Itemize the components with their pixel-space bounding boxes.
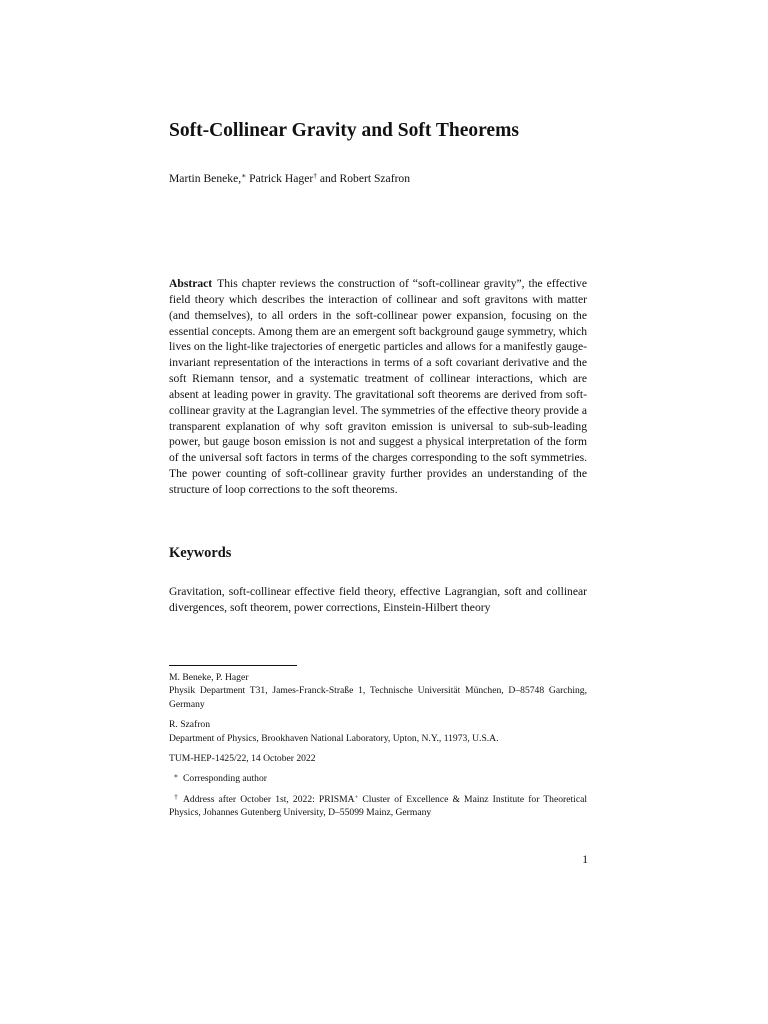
affiliation-2: [169, 718, 587, 745]
address-mark: †: [313, 171, 317, 180]
corresponding-footnote: ∗ Corresponding author: [173, 772, 267, 785]
footnotes: [169, 671, 587, 827]
keywords-heading: Keywords: [169, 545, 232, 561]
prisma-plus-sup: +: [354, 793, 359, 801]
keywords-text: Gravitation, soft-collinear effective field theory, effective Lagrangian, soft and collinear divergences, soft theorem, power corrections, Einstein-Hilbert theory: [169, 585, 587, 614]
abstract: [169, 276, 587, 498]
report-number: [169, 752, 587, 765]
affiliation-1-names: M. Beneke, P. Hager: [169, 672, 249, 683]
author-connector: and: [319, 172, 337, 185]
affiliation-1-address: Physik Department T31, James-Franck-Straße 1, Technische Universität München, D–85748 Garching, Germany: [169, 685, 587, 710]
affiliation-2-names: R. Szafron: [169, 719, 211, 731]
author-list: [169, 171, 589, 187]
author-szafron: Robert Szafron: [339, 172, 411, 185]
footnote-rule: [169, 665, 297, 666]
author-beneke: Martin Beneke,: [169, 172, 242, 185]
report-number-text: TUM-HEP-1425/22, 14 October 2022: [169, 753, 316, 765]
address-footnote: † Address after October 1st, 2022: PRISMA+ Cluster of Excellence & Mainz Institute for Theoretical Physics, Johannes Gutenberg University, D–55099 Mainz, Germany: [169, 792, 587, 819]
address-footnote-pre: Address after October 1st, 2022: PRISMA: [183, 793, 355, 805]
author-hager: Patrick Hager: [249, 172, 314, 185]
paper-title: Soft-Collinear Gravity and Soft Theorems: [169, 120, 519, 141]
abstract-text: This chapter reviews the construction of “soft-collinear gravity”, the effective field theory which describes the interaction of collinear and soft gravitons with matter (and themselves), to all orders in the soft-collinear power expansion, focusing on the essential concepts. Among them are an emergent soft background gauge symmetry, which lives on the light-like trajectories of energetic particles and allows for a manifestly gauge-invariant representation of the interactions in terms of a soft covariant derivative and the soft Riemann tensor, and a systematic treatment of collinear interactions, which are absent at leading power in gravity. The gravitational soft theorems are derived from soft-collinear gravity at the Lagrangian level. The symmetries of the effective theory provide a transparent explanation of why soft graviton emission is universal to sub-sub-leading power, but gauge boson emission is not and suggest a physical interpretation of the form of the universal soft factors in terms of the charges corresponding to the soft symmetries. The power counting of soft-collinear gravity further provides an understanding of the structure of loop corrections to the soft theorems.: [169, 277, 587, 496]
corresponding-footnote-text: Corresponding author: [183, 773, 267, 785]
corresponding-mark: ∗: [241, 171, 247, 180]
affiliation-2-address: Department of Physics, Brookhaven National Laboratory, Upton, N.Y., 11973, U.S.A.: [169, 732, 499, 744]
affiliation-1: [169, 671, 587, 711]
abstract-label: Abstract: [169, 277, 213, 290]
page-number: 1: [582, 853, 588, 866]
address-footnote-post: Cluster of Excellence & Mainz Institute for Theoretical Physics, Johannes Gutenberg University, D–55099 Mainz, Germany: [169, 793, 587, 819]
